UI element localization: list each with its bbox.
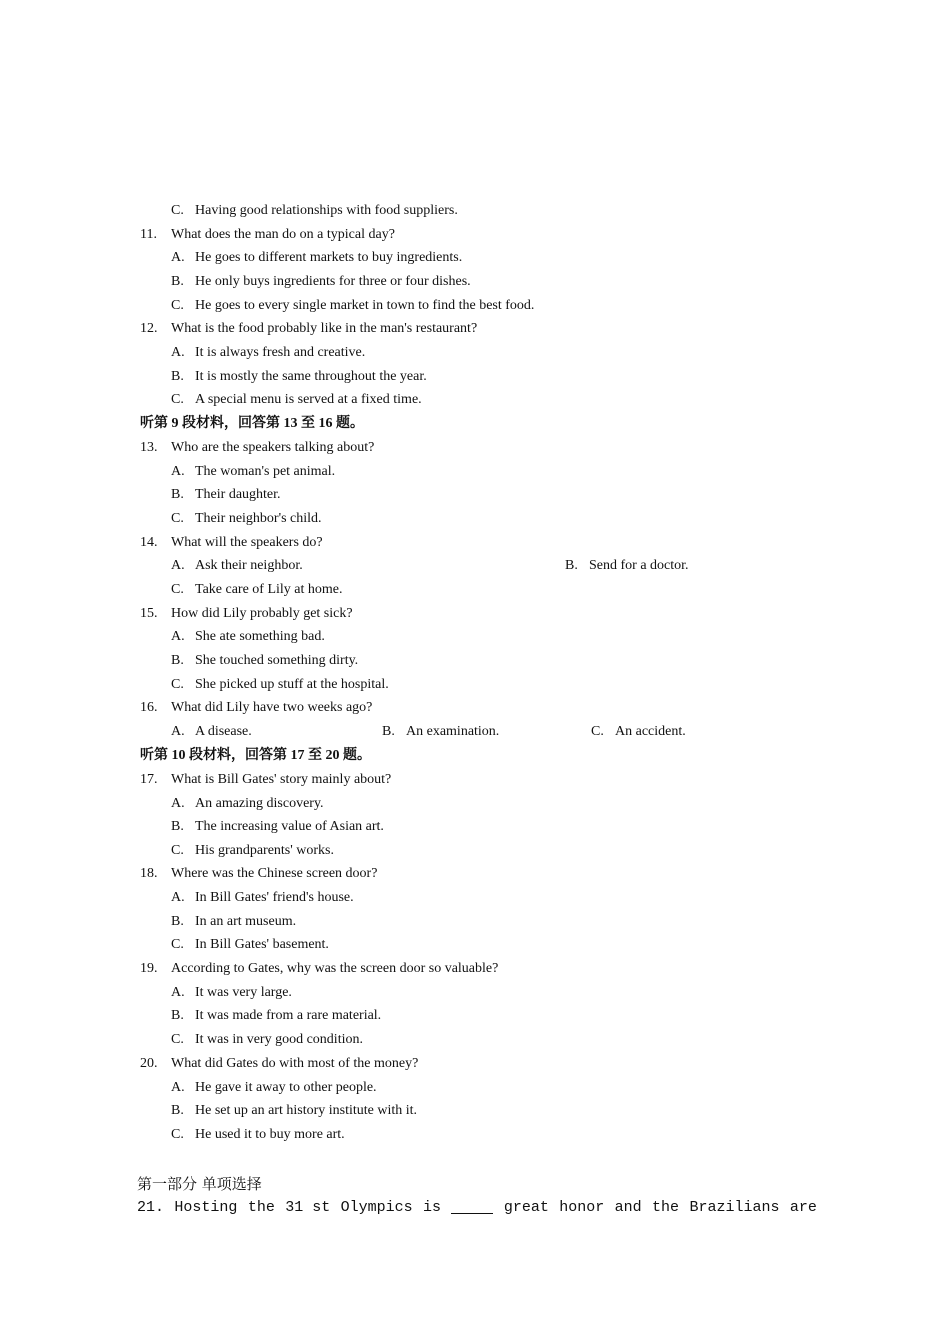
q21-word: Olympics	[340, 1199, 413, 1216]
q14-option-c: C. Take care of Lily at home.	[171, 582, 343, 597]
question-20: 20. What did Gates do with most of the money?	[140, 1056, 419, 1071]
section-heading-10: 听第 10 段材料，回答第 17 至 20 题。	[140, 748, 371, 763]
q10-option-c: C. Having good relationships with food suppliers.	[171, 203, 458, 218]
q11-option-b: B. He only buys ingredients for three or four dishes.	[171, 274, 471, 289]
q21-word: honor	[559, 1199, 605, 1216]
q11-option-c: C. He goes to every single market in town to find the best food.	[171, 298, 535, 313]
q11-option-a: A. He goes to different markets to buy ingredients.	[171, 250, 463, 265]
q18-option-b: B. In an art museum.	[171, 914, 297, 929]
q20-option-a: A. He gave it away to other people.	[171, 1080, 377, 1095]
question-16: 16. What did Lily have two weeks ago?	[140, 700, 373, 715]
q21-word: 31 st	[285, 1199, 331, 1216]
q13-option-c: C. Their neighbor's child.	[171, 511, 322, 526]
q21-number: 21.	[137, 1199, 165, 1216]
q19-option-a: A. It was very large.	[171, 985, 292, 1000]
question-18: 18. Where was the Chinese screen door?	[140, 866, 378, 881]
q16-option-a: A. A disease.	[171, 724, 252, 739]
q14-option-b: B. Send for a doctor.	[565, 558, 689, 573]
question-11: 11. What does the man do on a typical day?	[140, 227, 395, 242]
question-15: 15. How did Lily probably get sick?	[140, 606, 353, 621]
q21-word: is	[423, 1199, 442, 1216]
q21-word: great	[503, 1199, 549, 1216]
q12-option-b: B. It is mostly the same throughout the year.	[171, 369, 427, 384]
q21-word: Hosting	[174, 1199, 238, 1216]
q21-word: are	[789, 1199, 817, 1216]
q21-word: the	[247, 1199, 275, 1216]
question-13: 13. Who are the speakers talking about?	[140, 440, 375, 455]
q19-option-c: C. It was in very good condition.	[171, 1032, 363, 1047]
q13-option-a: A. The woman's pet animal.	[171, 464, 336, 479]
q15-option-a: A. She ate something bad.	[171, 629, 325, 644]
q15-option-c: C. She picked up stuff at the hospital.	[171, 677, 389, 692]
q21-blank	[451, 1199, 493, 1214]
question-19: 19. According to Gates, why was the screen door so valuable?	[140, 961, 499, 976]
q12-option-a: A. It is always fresh and creative.	[171, 345, 366, 360]
question-21	[137, 1199, 817, 1216]
q21-word: and	[614, 1199, 642, 1216]
part-title: 第一部分 单项选择	[137, 1175, 262, 1193]
q13-option-b: B. Their daughter.	[171, 487, 281, 502]
section-heading-9: 听第 9 段材料，回答第 13 至 16 题。	[140, 416, 364, 431]
q19-option-b: B. It was made from a rare material.	[171, 1008, 382, 1023]
q16-option-b: B. An examination.	[382, 724, 500, 739]
question-17: 17. What is Bill Gates' story mainly about?	[140, 772, 392, 787]
q15-option-b: B. She touched something dirty.	[171, 653, 359, 668]
q12-option-c: C. A special menu is served at a fixed time.	[171, 392, 422, 407]
q21-word: Brazilians	[689, 1199, 780, 1216]
q16-option-c: C. An accident.	[591, 724, 686, 739]
q14-option-a: A. Ask their neighbor.	[171, 558, 303, 573]
q18-option-c: C. In Bill Gates' basement.	[171, 937, 329, 952]
q20-option-c: C. He used it to buy more art.	[171, 1127, 345, 1142]
q20-option-b: B. He set up an art history institute with it.	[171, 1103, 418, 1118]
q18-option-a: A. In Bill Gates' friend's house.	[171, 890, 354, 905]
q17-option-b: B. The increasing value of Asian art.	[171, 819, 384, 834]
q21-word: the	[652, 1199, 680, 1216]
question-14: 14. What will the speakers do?	[140, 535, 323, 550]
question-12: 12. What is the food probably like in the man's restaurant?	[140, 321, 478, 336]
q17-option-c: C. His grandparents' works.	[171, 843, 334, 858]
q17-option-a: A. An amazing discovery.	[171, 796, 324, 811]
